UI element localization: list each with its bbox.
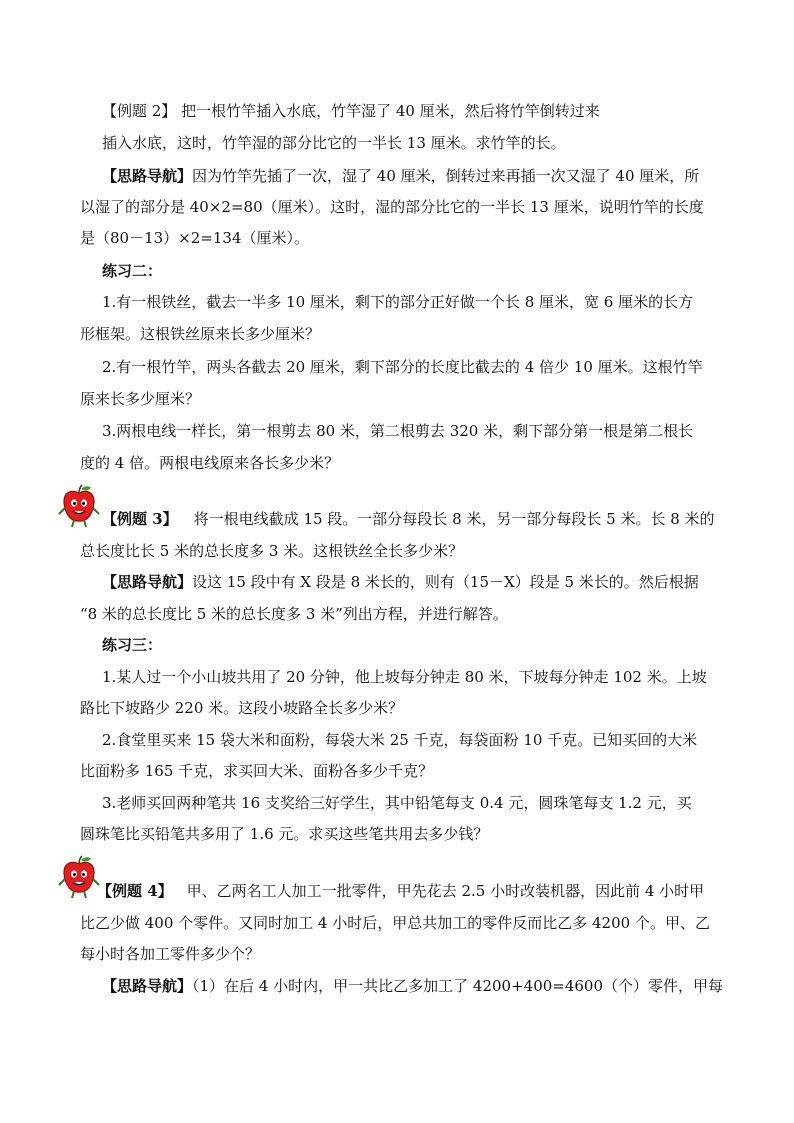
example-2-hint-line: 是（80－13）×2=134（厘米）。 <box>80 229 309 247</box>
example-4-heading-line <box>97 880 704 902</box>
example-2-heading-line: 【例题 2】 把一根竹竿插入水底，竹竿湿了 40 厘米，然后将竹竿倒转过来 <box>102 102 600 120</box>
exercise-line: 圆珠笔比买铅笔共多用了 1.6 元。求买这些笔共用去多少钱？ <box>80 825 489 843</box>
exercise-line: 形框架。这根铁丝原来长多少厘米？ <box>80 325 321 343</box>
example-4-hint-line <box>102 975 723 997</box>
hint-text: 因为竹竿先插了一次，湿了 40 厘米，倒转过来再插一次又湿了 40 厘米，所 <box>192 167 700 185</box>
example-2-hint-line <box>102 165 699 187</box>
example-4-text-line: 比乙少做 400 个零件。又同时加工 4 小时后，甲总共加工的零件反而比乙多 4200 个。甲、乙 <box>80 914 710 932</box>
example-2-text-line: 插入水底，这时，竹竿湿的部分比它的一半长 13 厘米。求竹竿的长。 <box>102 134 566 152</box>
example-text: 甲、乙两名工人加工一批零件，甲先花去 2.5 小时改装机器，因此前 4 小时甲 <box>186 882 705 900</box>
example-3-hint-line <box>102 571 699 593</box>
exercise-line: 2.有一根竹竿，两头各截去 20 厘米，剩下部分的长度比截去的 4 倍少 10 厘米。这根竹竿 <box>102 358 703 376</box>
apple-mascot-icon <box>57 484 101 528</box>
apple-mascot-icon <box>57 855 101 899</box>
example-4-text-line: 每小时各加工零件多少个？ <box>80 945 261 963</box>
exercise-line: 比面粉多 165 千克，求买回大米、面粉各多少千克？ <box>80 762 434 780</box>
example-text: 将一根电线截成 15 段。一部分每段长 8 米，另一部分每段长 5 米。长 8 米的 <box>193 510 715 528</box>
hint-label: 【思路导航】 <box>102 573 193 591</box>
example-3-hint-line: “8 米的总长度比 5 米的总长度多 3 米”列出方程，并进行解答。 <box>80 605 508 623</box>
exercise-line: 1.某人过一个小山坡共用了 20 分钟，他上坡每分钟走 80 米，下坡每分钟走 102 米。上坡 <box>102 668 707 686</box>
exercise-line: 路比下坡路少 220 米。这段小坡路全长多少米？ <box>80 699 404 717</box>
exercise-line: 3.两根电线一样长，第一根剪去 80 米，第二根剪去 320 米，剩下部分第一根是第二根长 <box>102 422 694 440</box>
example-3-text-line: 总长度比长 5 米的总长度多 3 米。这根铁丝全长多少米？ <box>80 542 464 560</box>
exercise-line: 度的 4 倍。两根电线原来各长多少米？ <box>80 454 340 472</box>
exercise-line: 3.老师买回两种笔共 16 支奖给三好学生，其中铅笔每支 0.4 元，圆珠笔每支 1.2 元，买 <box>102 794 692 812</box>
exercise-2-heading: 练习二： <box>102 262 163 280</box>
exercise-line: 原来长多少厘米？ <box>80 390 201 408</box>
example-3-heading-line <box>102 508 715 530</box>
hint-label: 【思路导航】 <box>102 977 193 995</box>
example-label: 【例题 4】 <box>97 882 173 900</box>
example-label: 【例题 3】 <box>102 510 178 528</box>
exercise-line: 2.食堂里买来 15 袋大米和面粉，每袋大米 25 千克，每袋面粉 10 千克。已知买回的大米 <box>102 731 698 749</box>
hint-label: 【思路导航】 <box>102 167 193 185</box>
hint-text: 设这 15 段中有 X 段是 8 米长的，则有（15－X）段是 5 米长的。然后根据 <box>192 573 699 591</box>
example-2-hint-line: 以湿了的部分是 40×2=80（厘米）。这时，湿的部分比它的一半长 13 厘米，说明竹竿的长度 <box>80 198 704 216</box>
exercise-line: 1.有一根铁丝，截去一半多 10 厘米，剩下的部分正好做一个长 8 厘米，宽 6 厘米的长方 <box>102 293 694 311</box>
exercise-3-heading: 练习三： <box>102 636 163 654</box>
hint-text: （1）在后 4 小时内，甲一共比乙多加工了 4200+400=4600（个）零件，甲每 <box>192 977 724 995</box>
